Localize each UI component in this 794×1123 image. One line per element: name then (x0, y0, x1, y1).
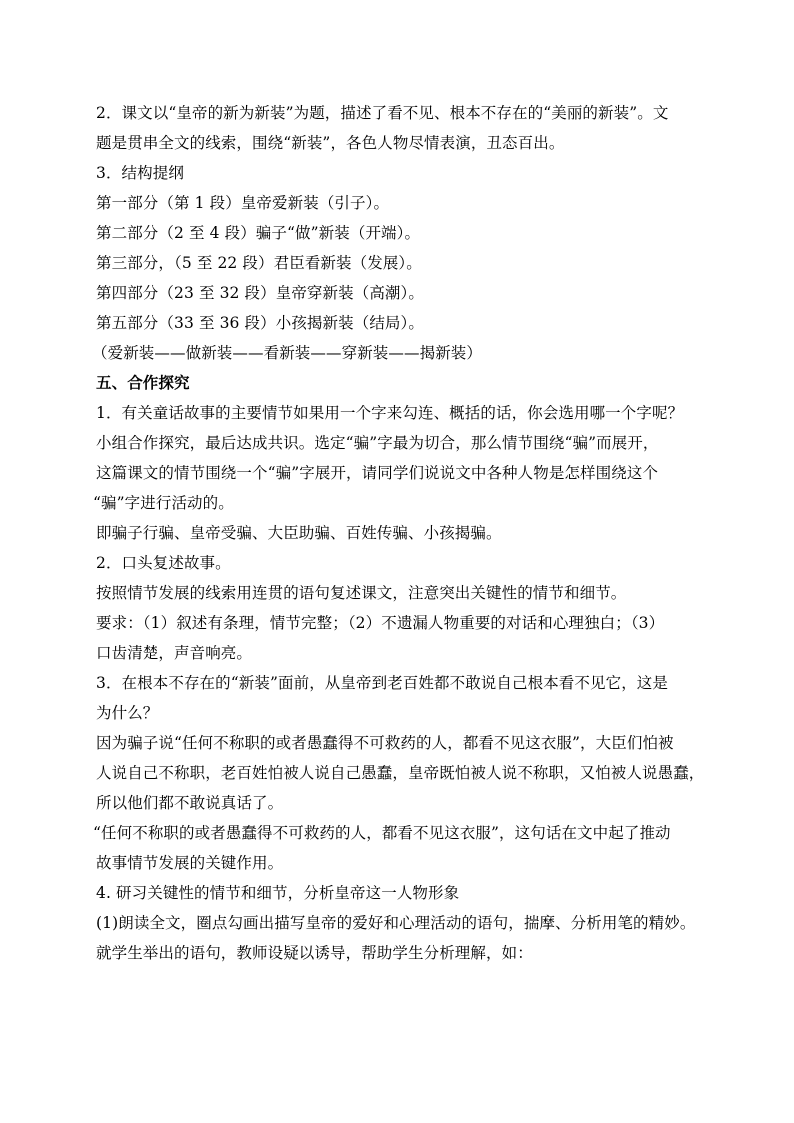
paragraph-line: 所以他们都不敢说真话了。 (96, 794, 284, 812)
paragraph-line: 要求：（1）叙述有条理，情节完整；（2）不遗漏人物重要的对话和心理独白；（3） (96, 614, 665, 632)
outline-part-3: 第三部分，（5 至 22 段）君臣看新装（发展）。 (96, 254, 422, 272)
document-page (92, 98, 708, 968)
paragraph-line: 即骗子行骗、皇帝受骗、大臣助骗、百姓传骗、小孩揭骗。 (96, 524, 502, 542)
section-heading-structure: 3．结构提纲 (96, 164, 184, 182)
question-2: 2．口头复述故事。 (96, 554, 231, 572)
outline-part-4: 第四部分（23 至 32 段）皇帝穿新装（高潮）。 (96, 284, 424, 302)
question-1: 1．有关童话故事的主要情节如果用一个字来勾连、概括的话，你会选用哪一个字呢？ (96, 404, 684, 422)
paragraph-line: “骗”字进行活动的。 (93, 494, 234, 512)
paragraph-line: “任何不称职的或者愚蠢得不可救药的人，都看不见这衣服”，这句话在文中起了推动 (93, 824, 671, 842)
paragraph-line-1: 2．课文以“皇帝的新为新装”为题，描述了看不见、根本不存在的“美丽的新装”。文 (96, 104, 669, 122)
outline-summary: （爱新装——做新装——看新装——穿新装——揭新装） (92, 344, 483, 362)
paragraph-line: 这篇课文的情节围绕一个“骗”字展开，请同学们说说文中各种人物是怎样围绕这个 (96, 464, 659, 482)
paragraph-line: 故事情节发展的关键作用。 (96, 854, 284, 872)
paragraph-line: 人说自己不称职，老百姓怕被人说自己愚蠢，皇帝既怕被人说不称职，又怕被人说愚蠢， (96, 764, 705, 782)
paragraph-line: 就学生举出的语句，教师设疑以诱导，帮助学生分析理解，如： (96, 944, 533, 962)
paragraph-line-2: 题是贯串全文的线索，围绕“新装”，各色人物尽情表演，丑态百出。 (96, 134, 565, 152)
paragraph-line: 口齿清楚，声音响亮。 (96, 644, 253, 662)
section-heading-cooperation: 五、合作探究 (96, 373, 190, 392)
paragraph-line: 因为骗子说“任何不称职的或者愚蠢得不可救药的人，都看不见这衣服”，大臣们怕被 (96, 734, 674, 752)
paragraph-line: 按照情节发展的线索用连贯的语句复述课文，注意突出关键性的情节和细节。 (96, 584, 627, 602)
outline-part-2: 第二部分（2 至 4 段）骗子“做”新装（开端）。 (96, 224, 421, 242)
outline-part-1: 第一部分（第 1 段）皇帝爱新装（引子）。 (96, 194, 390, 212)
paragraph-line: 为什么？ (96, 704, 159, 722)
question-3: 3．在根本不存在的“新装”面前，从皇帝到老百姓都不敢说自己根本看不见它，这是 (96, 674, 669, 692)
question-4: 4. 研习关键性的情节和细节，分析皇帝这一人物形象 (96, 884, 460, 902)
outline-part-5: 第五部分（33 至 36 段）小孩揭新装（结局）。 (96, 314, 424, 332)
paragraph-line: 小组合作探究，最后达成共识。选定“骗”字最为切合，那么情节围绕“骗”而展开， (96, 434, 659, 452)
paragraph-line: (1)朗读全文，圈点勾画出描写皇帝的爱好和心理活动的语句，揣摩、分析用笔的精妙。 (96, 914, 696, 932)
